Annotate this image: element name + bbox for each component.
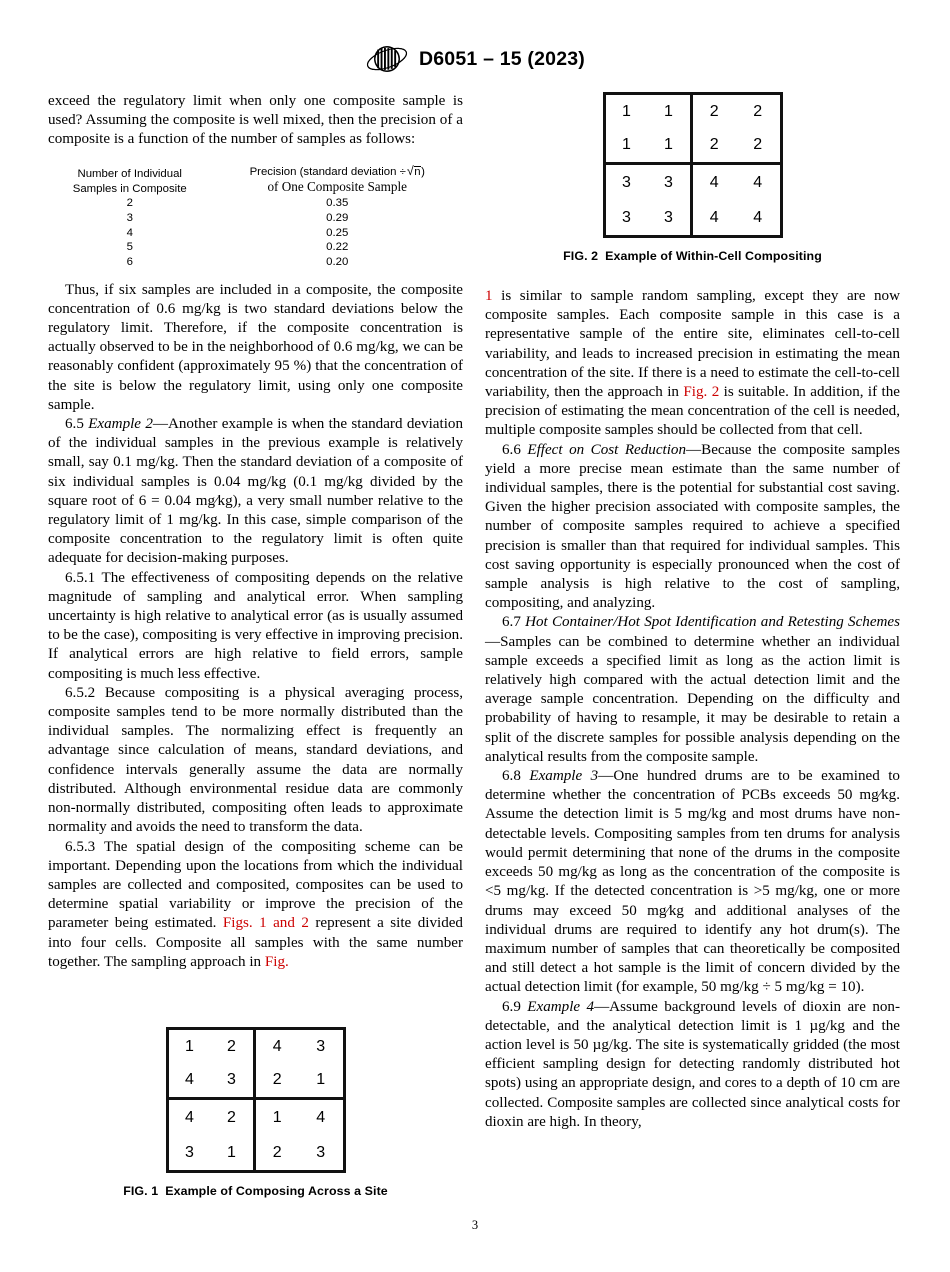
- section-6-8-title: Example 3: [529, 768, 599, 785]
- page-number: 3: [471, 1218, 479, 1232]
- figure-1-cell: 3: [316, 1037, 326, 1055]
- figure-2-cell: 2: [753, 136, 763, 154]
- section-6-7-title: Hot Container/Hot Spot Identification and Retesting Schemes: [525, 614, 900, 631]
- figure-2-cell: 4: [709, 208, 719, 226]
- figure-1-cell: 4: [185, 1108, 194, 1126]
- header-samples-line1: Number of Individual: [77, 167, 182, 180]
- section-6-5-2-number: 6.5.2: [65, 684, 96, 701]
- paragraph-continuation-part2: is suitable. In addition, if the precision of estimating the mean concentration of the cell is needed, multiple composite samples should be collected from that cell.: [485, 384, 900, 439]
- figure-1-cell: 2: [272, 1143, 282, 1161]
- figure-1-cell: 1: [227, 1143, 236, 1161]
- header-cell-samples: [48, 163, 211, 196]
- section-6-5-3: [48, 838, 463, 972]
- sqrt-radicand: n: [414, 165, 421, 178]
- figure-1-quadrant-top-left: [169, 1030, 256, 1100]
- section-6-5-body: —Another example is when the standard deviation of the individual samples in the previous example is relatively small, say 0.1 mg/kg. Then the standard deviation of a composite of six individual samples is 0.04 mg/kg (0.1 mg/kg divided by the square root of 6 = 0.04 mg∕kg), a very small number relative to the regulatory limit of 1 mg/kg. In this case, simple comparison of the composite concentration to the regulatory limit is often quite adequate for decision-making purposes.: [48, 416, 463, 567]
- cell-samples: 3: [126, 211, 133, 224]
- section-6-6-title: Effect on Cost Reduction: [527, 441, 687, 458]
- section-6-7-body: —Samples can be combined to determine whether an individual sample exceeds a specified limit as long as the action limit is relatively high compared with the actual detection limit and the average sample concentration. Depending on the difficulty and probability of having to resample, it may be desirable to retain a split of the discrete samples for possible analysis depending on the analytical results from the composite sample.: [485, 633, 900, 765]
- astm-logo: [365, 44, 409, 74]
- table-row: [48, 196, 463, 211]
- cell-samples: 2: [126, 197, 133, 210]
- header-precision-line2: of One Composite Sample: [267, 179, 408, 195]
- section-6-5-3-body-part1: The spatial design of the compositing scheme can be important. Depending upon the locations from which the individual samples are collected and composited, composites can be used to determine spatial variability or improve the precision of the parameter being estimated.: [48, 838, 463, 932]
- figure-1-quadrant-bottom-right: [256, 1100, 343, 1170]
- table-row: [48, 240, 463, 255]
- figure-2-quadrant-bottom-left: [606, 165, 693, 235]
- figure-1-caption-label: FIG. 1: [123, 1184, 159, 1198]
- figure-1-cell: 3: [316, 1143, 326, 1161]
- section-6-7: [485, 613, 900, 767]
- section-6-6-number: 6.6: [502, 441, 521, 458]
- section-6-6-body: —Because the composite samples yield a more precise mean estimate than the same number of individual samples, there is the potential for substantial cost saving. Given the higher precision associated with composite samples, the number of composite samples required to achieve a specified precision is smaller than that required for individual samples. This cost saving opportunity is especially pronounced when the cost of sample analysis is high relative to the cost of sampling, compositing, and analyzing.: [485, 441, 900, 612]
- section-6-5-1: [48, 569, 463, 684]
- figure-1-cell: 2: [227, 1037, 236, 1055]
- sqrt-radical: [406, 163, 421, 180]
- section-6-8: [485, 767, 900, 997]
- paragraph-continuation-right: [485, 287, 900, 441]
- figure-1-grid: [166, 1027, 346, 1173]
- section-6-8-body: —One hundred drums are to be examined to determine whether the concentration of PCBs exceeds 50 mg∕kg. Assume the detection limit is 5 mg/kg and most drums have non-detectable levels. Compositing samples from ten drums for analysis would permit determining that none of the drums in the composite exceeds 50 mg/kg as long as the concentration of the composite is <5 mg/kg. If the detected concentration is >5 mg/kg, one or more drums may exceed 50 mg∕kg and additional analyses of the individual drums are required to identify any hot drum(s). The maximum number of samples that can theoretically be composited and still detect a hot sample is the limit of concern divided by the actual detection limit (for example, 50 mg/kg ÷ 5 mg/kg = 10).: [485, 768, 900, 996]
- sqrt-symbol: √: [406, 163, 414, 178]
- section-6-9-title: Example 4: [527, 998, 595, 1015]
- header-precision-suffix: ): [421, 165, 425, 178]
- section-6-5-1-number: 6.5.1: [65, 569, 96, 586]
- cell-precision: 0.29: [326, 211, 349, 224]
- cell-precision: 0.20: [326, 255, 349, 268]
- xref-fig-2[interactable]: Fig. 2: [683, 384, 720, 401]
- figure-2-grid: [603, 92, 783, 238]
- figure-1-quadrant-top-right: [256, 1030, 343, 1100]
- figure-2-cell: 1: [622, 102, 631, 120]
- figure-1-cell: 1: [316, 1071, 326, 1089]
- section-6-5-2-body: Because compositing is a physical averaging process, composite samples tend to be more normally distributed than the individual samples. The normalizing effect is frequently an advantage since calculation of means, standard deviations, and confidence intervals generally assume the data are normally distributed. Although environmental residue data are commonly non-normally distributed, compositing often leads to approximate normality and avoids the need to transform the data.: [48, 684, 464, 836]
- header-samples-line2: Samples in Composite: [72, 182, 187, 195]
- xref-figs-1-and-2[interactable]: Figs. 1 and 2: [222, 915, 309, 932]
- cell-precision: 0.25: [326, 226, 349, 239]
- right-column: [485, 287, 900, 1132]
- cell-precision: 0.22: [326, 241, 349, 254]
- section-6-5-title: Example 2: [88, 416, 153, 433]
- figure-1: [48, 1027, 463, 1198]
- figure-1-cell: 4: [316, 1108, 326, 1126]
- figure-2-cell: 4: [753, 208, 763, 226]
- cell-samples: 6: [126, 255, 133, 268]
- figure-2-cell: 3: [622, 208, 631, 226]
- figure-2-cell: 3: [664, 208, 673, 226]
- section-6-5-3-body-part2: represent a site divided into four cells. Composite all samples with the same number together. The sampling approach in: [48, 915, 463, 970]
- page-header: [0, 44, 950, 74]
- section-6-9-number: 6.9: [502, 998, 521, 1015]
- standard-designation: D6051 – 15 (2023): [418, 47, 586, 70]
- table-row: [48, 255, 463, 270]
- xref-fig-1-start[interactable]: Fig.: [264, 953, 289, 970]
- paragraph-thus: Thus, if six samples are included in a composite, the composite concentration of 0.6 mg/kg is two standard deviations below the regulatory limit. Therefore, if the composite concentration is actually observed to be in the neighborhood of 0.6 mg/kg, we can be reasonably confident (approximately 95 %) that the concentration of the site is below the regulatory limit, using only one composite sample.: [48, 281, 463, 413]
- figure-1-cell: 4: [272, 1037, 282, 1055]
- section-6-5-1-body: The effectiveness of compositing depends on the relative magnitude of sampling and analytical error. When sampling uncertainty is high relative to analytical error (as is usually assumed to be the case), compositing is very effective in improving precision. If analytical errors are high relative to field errors, sample compositing is much less effective.: [48, 569, 463, 682]
- cell-samples: 5: [126, 241, 133, 254]
- paragraph-continuation: exceed the regulatory limit when only one composite sample is used? Assuming the composite is well mixed, then the precision of a composite is a function of the number of samples as follows:: [48, 93, 463, 148]
- figure-1-cell: 1: [185, 1037, 194, 1055]
- left-column: [48, 92, 463, 972]
- header-precision-line1: [249, 163, 425, 178]
- figure-2-quadrant-top-left: [606, 95, 693, 165]
- figure-2-cell: 2: [709, 102, 719, 120]
- section-6-6: [485, 441, 900, 614]
- figure-1-caption: [48, 1184, 463, 1198]
- section-6-7-number: 6.7: [502, 614, 521, 631]
- cell-samples: 4: [126, 226, 133, 239]
- figure-1-cell: 2: [227, 1108, 236, 1126]
- section-6-5-number: 6.5: [65, 416, 84, 433]
- section-6-5-3-number: 6.5.3: [65, 838, 96, 855]
- section-6-5: [48, 415, 463, 569]
- xref-fig-1-end[interactable]: 1: [485, 288, 493, 304]
- figure-2-caption-text: Example of Within-Cell Compositing: [605, 249, 822, 263]
- header-precision-prefix: Precision (standard deviation ÷: [249, 165, 406, 178]
- figure-1-cell: 3: [227, 1071, 236, 1089]
- section-6-8-number: 6.8: [502, 768, 521, 785]
- figure-2: [485, 92, 900, 263]
- figure-2-cell: 4: [709, 173, 719, 191]
- section-6-9-body: —Assume background levels of dioxin are non-detectable, and the analytical detection limit is 1 µg/kg and the action level is 50 µg/kg. The site is systematically gridded (the most efficient sampling design for detecting randomly distributed hot spots) using an appropriate design, and cores to a depth of 10 cm are collected. Composite samples are collected since analytical costs for dioxin are high. In theory,: [485, 998, 900, 1130]
- table-header-row: [48, 163, 463, 196]
- section-6-9: [485, 998, 900, 1132]
- header-cell-precision: [211, 163, 463, 196]
- paragraph-continuation-part1: is similar to sample random sampling, except they are now composite samples. Each composite sample in this case is a representative sample of the entire site, eliminates cell-to-cell variability, and leads to increased precision in estimating the mean concentration of the site. If there is a need to estimate the cell-to-cell variability, then the approach in: [485, 288, 900, 401]
- figure-2-cell: 3: [664, 173, 673, 191]
- figure-2-quadrant-top-right: [693, 95, 780, 165]
- figure-1-cell: 3: [185, 1143, 194, 1161]
- figure-1-cell: 4: [185, 1071, 194, 1089]
- figure-2-cell: 3: [622, 173, 631, 191]
- table-row: [48, 226, 463, 241]
- figure-2-cell: 2: [709, 136, 719, 154]
- table-row: [48, 211, 463, 226]
- figure-2-caption: [485, 249, 900, 263]
- figure-2-cell: 1: [664, 136, 673, 154]
- figure-2-cell: 4: [753, 173, 763, 191]
- figure-2-cell: 1: [664, 102, 673, 120]
- figure-2-quadrant-bottom-right: [693, 165, 780, 235]
- figure-1-caption-text: Example of Composing Across a Site: [165, 1184, 388, 1198]
- cell-precision: 0.35: [326, 197, 349, 210]
- figure-2-cell: 1: [622, 136, 631, 154]
- section-6-5-2: [48, 684, 463, 838]
- precision-table: [48, 163, 463, 270]
- figure-1-cell: 2: [272, 1071, 282, 1089]
- figure-1-quadrant-bottom-left: [169, 1100, 256, 1170]
- figure-2-cell: 2: [753, 102, 763, 120]
- figure-1-cell: 1: [272, 1108, 282, 1126]
- figure-2-caption-label: FIG. 2: [563, 249, 599, 263]
